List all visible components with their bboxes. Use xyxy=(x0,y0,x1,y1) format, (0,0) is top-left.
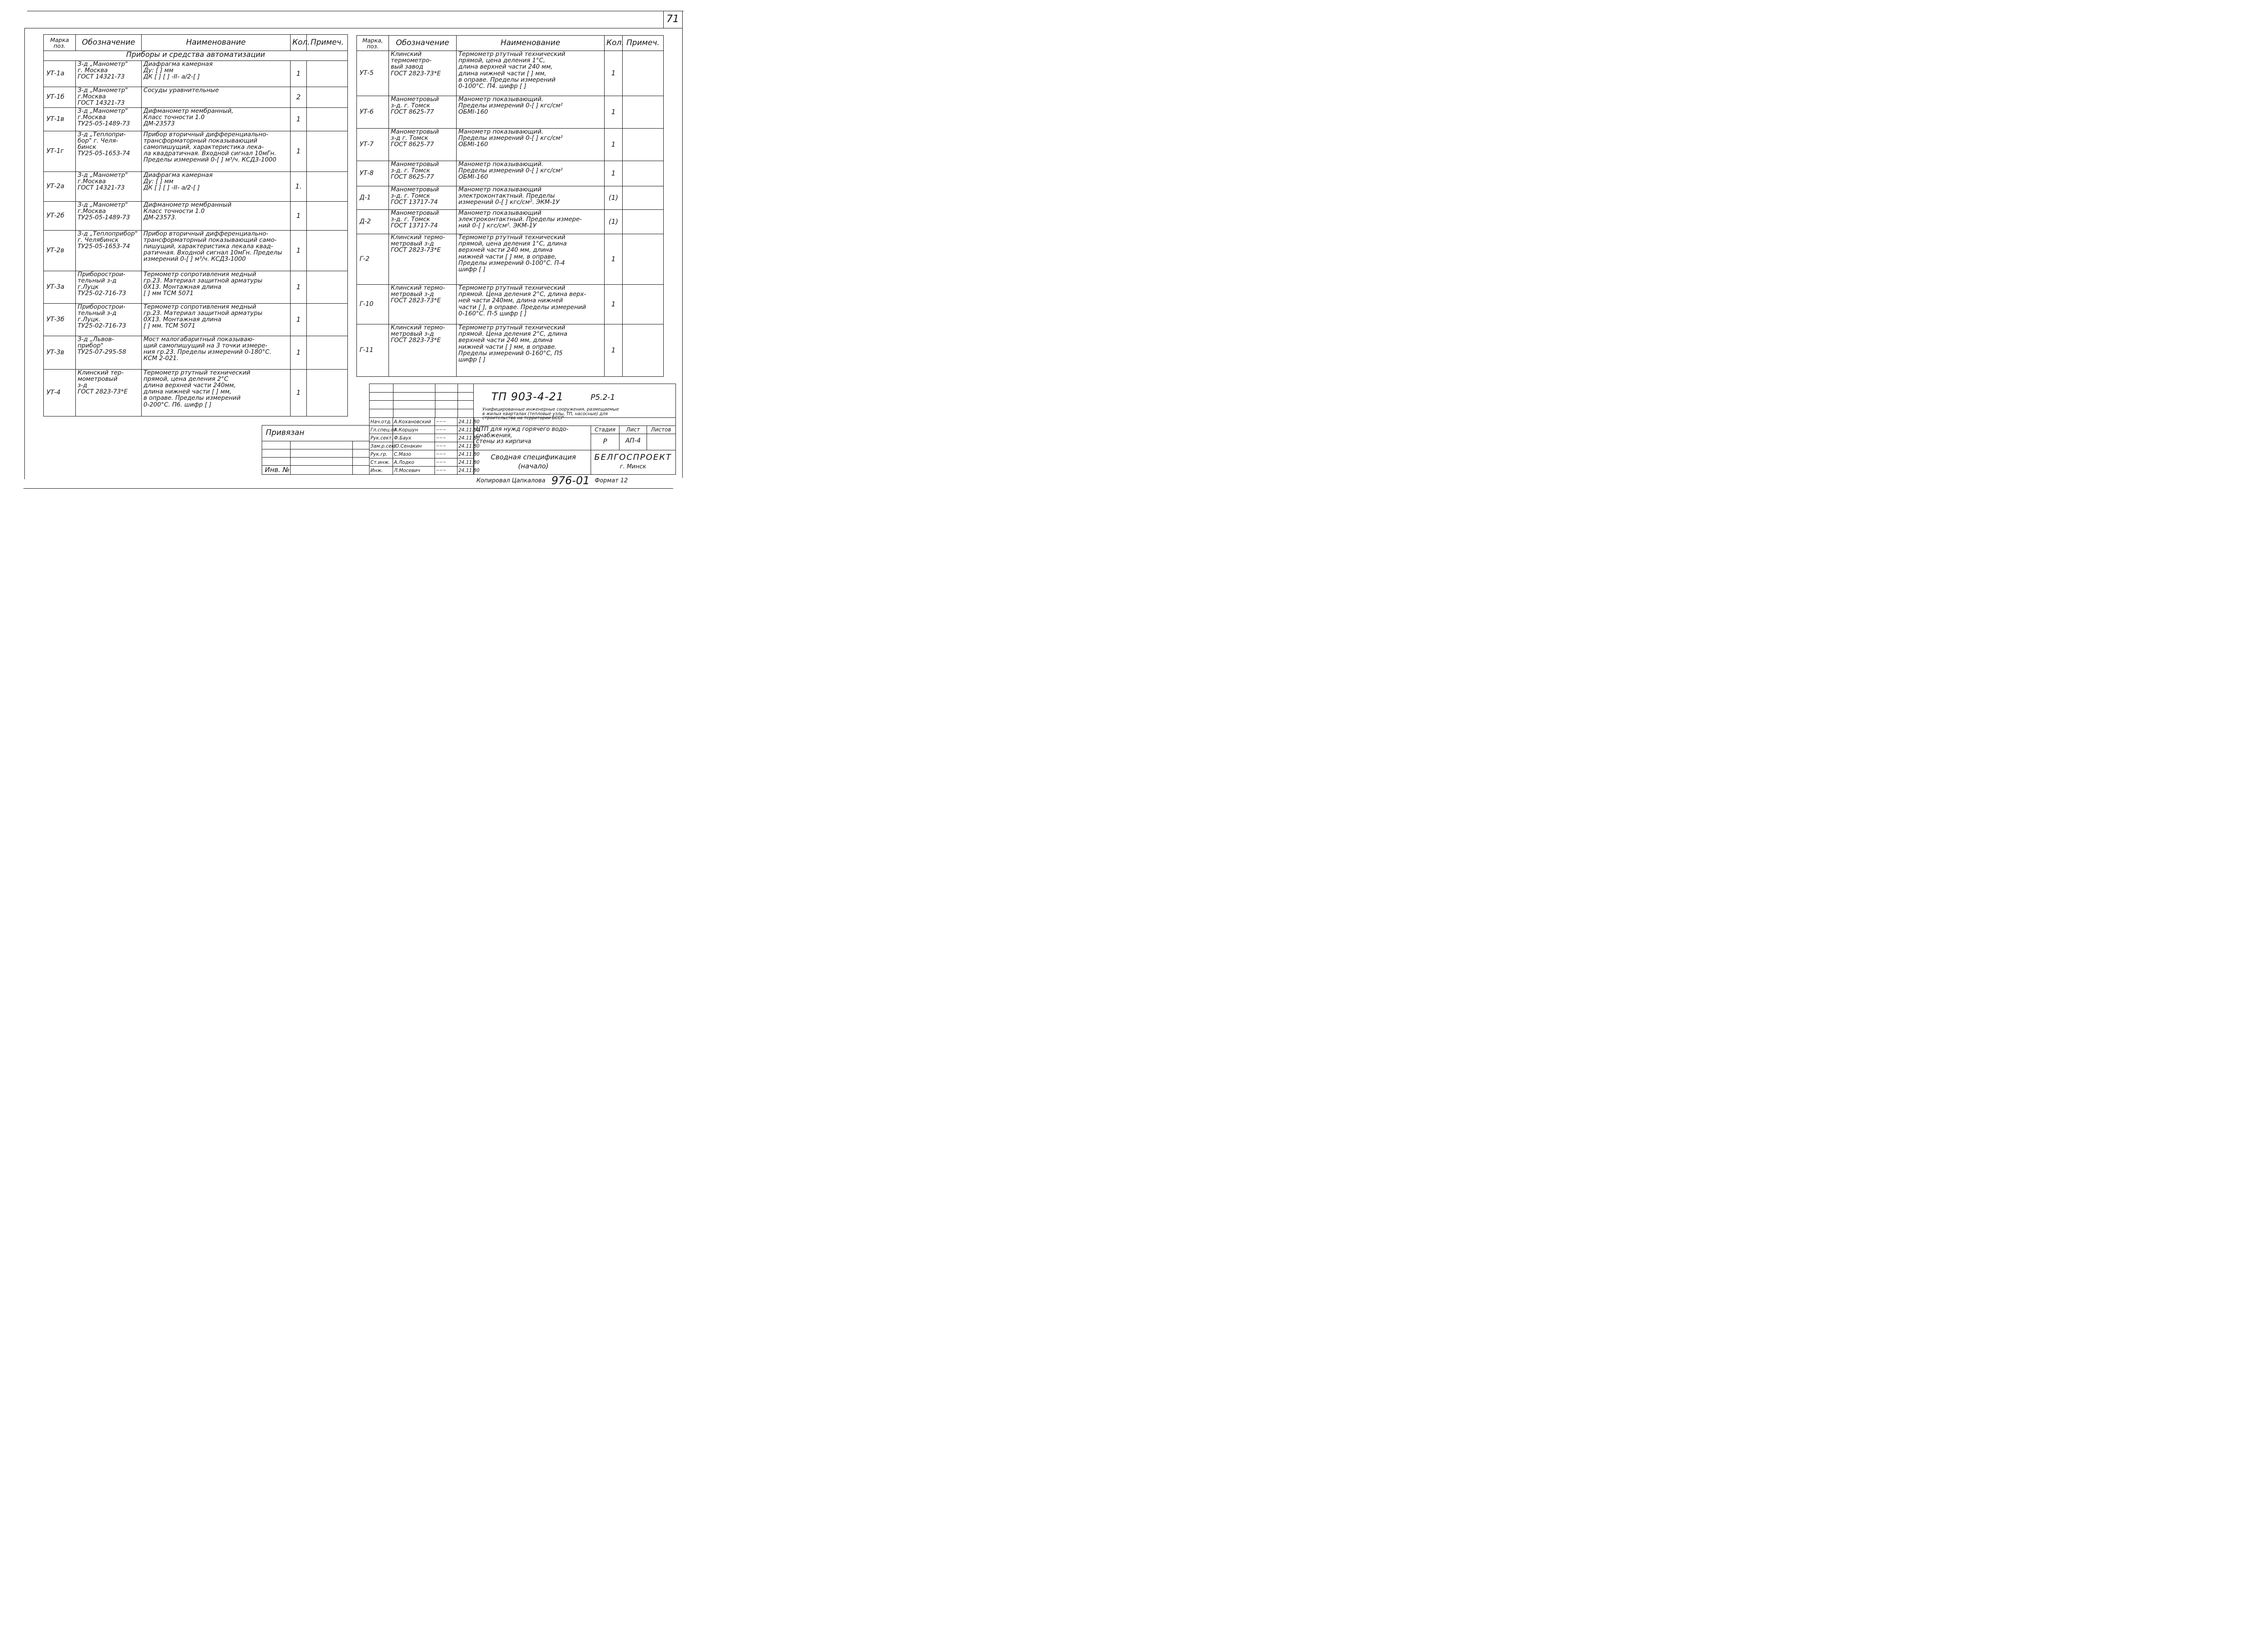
row-mark: УТ-1г xyxy=(44,131,76,171)
row-name: Прибор вторичный дифференциально- трансформаторный показывающий самопишущий, характеристика лека- ла квадратичная. Входной сигнал 10мГн. Пределы измерений 0-[ ] м³/ч. КСД3-1000 xyxy=(142,131,291,171)
frame-left-line xyxy=(24,28,25,479)
row-mark: УТ-6 xyxy=(357,96,389,129)
section-title: Приборы и средства автоматизации xyxy=(44,51,348,61)
row-note xyxy=(307,271,348,303)
row-qty: 1 xyxy=(291,271,307,303)
row-name: Термометр ртутный технический прямой, цена деления 1°С, длина верхней части 240 мм, длина нижней части [ ] мм, в оправе. Пределы измерений 0-100°С. П4. шифр [ ] xyxy=(457,51,605,96)
signature-mark: ~~~ xyxy=(435,418,458,426)
signature-row xyxy=(370,458,474,467)
page-number-box-left xyxy=(663,11,664,28)
row-designation: Клинский тер- мометровый з-д ГОСТ 2823-73*Е xyxy=(76,369,142,416)
table-row xyxy=(357,96,664,129)
signature-mark: ~~~ xyxy=(435,450,458,458)
table-row xyxy=(44,107,348,131)
row-name: Прибор вторичный дифференциально- трансформаторный показывающий само- пишущий, характеристика лекала квад- ратичная. Входной сигнал 10мГн. Пределы измерений 0-[ ] м³/ч. КСД3-1000 xyxy=(142,230,291,271)
row-mark: Г-2 xyxy=(357,234,389,285)
row-designation: Клинский термо- метровый з-д ГОСТ 2823-73*Е xyxy=(389,234,457,285)
table-row xyxy=(44,336,348,369)
row-note xyxy=(307,171,348,201)
signature-mark: ~~~ xyxy=(435,458,458,467)
row-qty: 1 xyxy=(605,129,623,161)
row-note xyxy=(307,107,348,131)
row-qty: 1 xyxy=(291,201,307,230)
sheets-header: Листов xyxy=(651,426,671,433)
row-designation: З-д „Манометр" г.Москва ТУ25-05-1489-73 xyxy=(76,107,142,131)
sig-name: Л.Мосевич xyxy=(393,467,435,475)
row-name: Сосуды уравнительные xyxy=(142,87,291,108)
row-name: Дифманометр мембранный, Класс точности 1.0 ДМ-23573 xyxy=(142,107,291,131)
row-name: Диафрагма камерная Ду: [ ] мм ДК [ ] [ ] -II- а/2-[ ] xyxy=(142,171,291,201)
row-note xyxy=(623,96,664,129)
header-name: Наименование xyxy=(457,36,605,51)
table-row xyxy=(44,131,348,171)
signature-row xyxy=(370,467,474,475)
row-mark: УТ-2а xyxy=(44,171,76,201)
stage-header: Стадия xyxy=(594,426,616,433)
row-qty: (1) xyxy=(605,210,623,234)
row-mark: Д-2 xyxy=(357,210,389,234)
row-note xyxy=(623,129,664,161)
page-number: 71 xyxy=(666,14,679,25)
sheet-value: АП-4 xyxy=(625,437,641,444)
row-name: Диафрагма камерная Ду: [ ] мм ДК [ ] [ ] -II- а/2-[ ] xyxy=(142,61,291,87)
sig-role: Рук.сект. xyxy=(370,434,393,442)
row-designation: З-д „Манометр" г.Москва ТУ25-05-1489-73 xyxy=(76,201,142,230)
sig-date: 24.11.80 xyxy=(458,434,474,442)
row-note xyxy=(307,87,348,108)
row-designation: Манометровый з-д г. Томск ГОСТ 8625-77 xyxy=(389,129,457,161)
sig-date: 24.11.80 xyxy=(458,467,474,475)
row-name: Манометр показывающий. Пределы измерений 0-[ ] кгс/см² ОБМI-160 xyxy=(457,129,605,161)
sig-date: 24.11.80 xyxy=(458,458,474,467)
row-note xyxy=(307,303,348,336)
header-name: Наименование xyxy=(142,35,291,51)
row-designation: З-д „Теплоприбор" г. Челябинск ТУ25-05-1653-74 xyxy=(76,230,142,271)
bound-block xyxy=(262,425,370,475)
signature-row xyxy=(370,418,474,426)
table-row xyxy=(357,51,664,96)
project-description: Унифицированные инженерные сооружения, размещаемые в жилых кварталах (тепловые узлы, ТП, насосные) для строительства на территории БССР xyxy=(482,407,619,421)
row-qty: 1 xyxy=(605,96,623,129)
row-mark: УТ-7 xyxy=(357,129,389,161)
table-row xyxy=(44,201,348,230)
sig-name: А.Коршун xyxy=(393,426,435,434)
row-name: Термометр сопротивления медный гр.23. Материал защитной арматуры 0Х13. Монтажная длина [ ] мм ТСМ 5071 xyxy=(142,271,291,303)
sig-name: Ф.Баух xyxy=(393,434,435,442)
row-name: Манометр показывающий. Пределы измерений 0-[ ] кгс/см² ОБМI-160 xyxy=(457,161,605,186)
table-row xyxy=(357,186,664,210)
title-block xyxy=(369,384,676,475)
row-note xyxy=(623,285,664,324)
organization-city: г. Минск xyxy=(619,463,647,470)
row-mark: УТ-3а xyxy=(44,271,76,303)
row-name: Термометр сопротивления медный гр.23. Материал защитной арматуры 0Х13. Монтажная длина [ ] мм. ТСМ 5071 xyxy=(142,303,291,336)
row-name: Дифманометр мембранный Класс точности 1.0 ДМ-23573. xyxy=(142,201,291,230)
row-mark: УТ-8 xyxy=(357,161,389,186)
sig-role: Ст.инж. xyxy=(370,458,393,467)
row-designation: З-д „Теплопри- бор" г. Челя- бинск ТУ25-05-1653-74 xyxy=(76,131,142,171)
inv-label: Инв. № xyxy=(265,466,290,474)
signature-row xyxy=(370,434,474,442)
table-row xyxy=(357,234,664,285)
stage-value: Р xyxy=(603,437,607,445)
row-designation: Манометровый з-д. г. Томск ГОСТ 13717-74 xyxy=(389,210,457,234)
drawing-title: Сводная спецификация (начало) xyxy=(490,453,576,470)
row-note xyxy=(307,201,348,230)
row-designation: Клинский термо- метровый з-д ГОСТ 2823-73*Е xyxy=(389,324,457,377)
header-mark: Марка, поз. xyxy=(357,36,389,51)
signature-row xyxy=(370,442,474,450)
copied-by: Копировал Цапкалова xyxy=(476,477,546,484)
organization-name: БЕЛГОСПРОЕКТ xyxy=(594,453,672,462)
row-designation: З-д „Манометр" г.Москва ГОСТ 14321-73 xyxy=(76,87,142,108)
bound-label: Привязан xyxy=(266,428,305,437)
row-note xyxy=(623,186,664,210)
row-name: Термометр ртутный технический прямой, цена деления 1°С, длина верхней части 240 мм, длина нижней части [ ] мм, в оправе, Пределы измерений 0-100°С. П-4 шифр [ ] xyxy=(457,234,605,285)
row-qty: (1) xyxy=(605,186,623,210)
row-qty: 1 xyxy=(605,234,623,285)
table-row xyxy=(44,369,348,416)
row-designation: Клинский термо- метровый з-д ГОСТ 2823-73*Е xyxy=(389,285,457,324)
row-qty: 1 xyxy=(291,303,307,336)
sig-role: Зам.р.сек. xyxy=(370,442,393,450)
row-qty: 1. xyxy=(291,171,307,201)
row-mark: Г-10 xyxy=(357,285,389,324)
table-row xyxy=(357,285,664,324)
row-mark: УТ-5 xyxy=(357,51,389,96)
sheet-ref: Р5.2-1 xyxy=(591,393,615,402)
row-note xyxy=(307,131,348,171)
header-qty: Кол. xyxy=(291,35,307,51)
row-mark: УТ-2б xyxy=(44,201,76,230)
row-designation: Клинский термометро- вый завод ГОСТ 2823-73*Е xyxy=(389,51,457,96)
archive-number: 976-01 xyxy=(551,474,590,487)
row-mark: УТ-3б xyxy=(44,303,76,336)
row-name: Мост малогабаритный показываю- щий самопишущий на 3 точки измере- ния гр.23. Пределы измерений 0-180°С. КСМ 2-021. xyxy=(142,336,291,369)
row-mark: УТ-1б xyxy=(44,87,76,108)
row-note xyxy=(307,230,348,271)
table-row xyxy=(44,230,348,271)
sig-date: 24.11.80 xyxy=(458,442,474,450)
signature-row xyxy=(370,450,474,458)
row-note xyxy=(307,369,348,416)
row-mark: Д-1 xyxy=(357,186,389,210)
row-qty: 1 xyxy=(605,161,623,186)
sig-date: 24.11.80 xyxy=(458,418,474,426)
sig-name: А.Кохановский xyxy=(393,418,435,426)
sig-date: 24.11.80 xyxy=(458,450,474,458)
row-designation: Манометровый з-д. г. Томск ГОСТ 13717-74 xyxy=(389,186,457,210)
sig-date: 24.11.80 xyxy=(458,426,474,434)
header-designation: Обозначение xyxy=(76,35,142,51)
signature-mark: ~~~ xyxy=(435,434,458,442)
sig-name: Ю.Сенакин xyxy=(393,442,435,450)
row-name: Термометр ртутный технический прямой. Цена деления 2°С, длина верхней части 240 мм, длина нижней части [ ] мм, в оправе. Пределы измерений 0-160°С, П5 шифр [ ] xyxy=(457,324,605,377)
row-mark: Г-11 xyxy=(357,324,389,377)
row-note xyxy=(623,161,664,186)
row-qty: 1 xyxy=(291,107,307,131)
row-designation: Манометровый з-д. г. Томск ГОСТ 8625-77 xyxy=(389,96,457,129)
row-qty: 1 xyxy=(291,336,307,369)
row-mark: УТ-2в xyxy=(44,230,76,271)
row-mark: УТ-3в xyxy=(44,336,76,369)
signature-mark: ~~~ xyxy=(435,442,458,450)
row-designation: Манометровый з-д. г. Томск ГОСТ 8625-77 xyxy=(389,161,457,186)
row-designation: Приборострои- тельный з-д г.Луцк ТУ25-02-716-73 xyxy=(76,271,142,303)
row-note xyxy=(623,324,664,377)
table-row xyxy=(44,61,348,87)
table-row xyxy=(44,303,348,336)
sig-name: С.Мазо xyxy=(393,450,435,458)
header-designation: Обозначение xyxy=(389,36,457,51)
table-row xyxy=(357,324,664,377)
table-row xyxy=(357,161,664,186)
sig-role: Рук.гр. xyxy=(370,450,393,458)
bottom-frame-line xyxy=(23,488,673,489)
row-mark: УТ-1а xyxy=(44,61,76,87)
row-note xyxy=(307,336,348,369)
frame-right-line xyxy=(682,11,683,478)
table-row xyxy=(44,171,348,201)
spec-table-right xyxy=(356,35,664,377)
row-name: Термометр ртутный технический прямой. Цена деления 2°С, длина верх- ней части 240мм, длина нижней части [ ], в оправе. Пределы измерений 0-160°С. П-5 шифр [ ] xyxy=(457,285,605,324)
row-note xyxy=(307,61,348,87)
row-name: Манометр показывающий. Пределы измерений 0-[ ] кгс/см² ОБМI-160 xyxy=(457,96,605,129)
row-designation: З-д „Манометр" г.Москва ГОСТ 14321-73 xyxy=(76,171,142,201)
row-name: Термометр ртутный технический прямой, цена деления 2°С длина верхней части 240мм, длина нижней части [ ] мм, в оправе. Пределы измерений 0-200°С. П6. шифр [ ] xyxy=(142,369,291,416)
doc-code: ТП 903-4-21 xyxy=(491,390,564,403)
signature-mark: ~~~ xyxy=(435,467,458,475)
row-qty: 1 xyxy=(291,230,307,271)
row-qty: 1 xyxy=(605,285,623,324)
table-row xyxy=(357,210,664,234)
row-qty: 1 xyxy=(605,51,623,96)
row-qty: 1 xyxy=(605,324,623,377)
sheet-header: Лист xyxy=(626,426,640,433)
row-designation: З-д „Манометр" г. Москва ГОСТ 14321-73 xyxy=(76,61,142,87)
sig-role: Инж. xyxy=(370,467,393,475)
sig-role: Нач.отд. xyxy=(370,418,393,426)
row-qty: 1 xyxy=(291,131,307,171)
header-qty: Кол. xyxy=(605,36,623,51)
row-note xyxy=(623,234,664,285)
header-note: Примеч. xyxy=(307,35,348,51)
table-row xyxy=(357,129,664,161)
sig-name: А.Лодко xyxy=(393,458,435,467)
header-mark: Марка поз. xyxy=(44,35,76,51)
row-note xyxy=(623,51,664,96)
object-name: ЦТП для нужд горячего водо- снабжения, стены из кирпича xyxy=(476,426,569,445)
row-designation: Приборострои- тельный з-д г.Луцк. ТУ25-02-716-73 xyxy=(76,303,142,336)
row-designation: З-д „Львов- прибор" ТУ25-07-295-58 xyxy=(76,336,142,369)
row-mark: УТ-1в xyxy=(44,107,76,131)
signature-table xyxy=(369,417,480,475)
row-qty: 1 xyxy=(291,369,307,416)
row-note xyxy=(623,210,664,234)
row-qty: 2 xyxy=(291,87,307,108)
table-row xyxy=(44,87,348,108)
row-qty: 1 xyxy=(291,61,307,87)
row-name: Манометр показывающий электроконтактный. Пределы измере- ний 0-[ ] кгс/см². ЭКМ-1У xyxy=(457,210,605,234)
signature-mark: ~~~ xyxy=(435,426,458,434)
spec-table-left xyxy=(43,34,348,416)
signature-row xyxy=(370,426,474,434)
sig-role: Гл.спец.от xyxy=(370,426,393,434)
header-note: Примеч. xyxy=(623,36,664,51)
row-mark: УТ-4 xyxy=(44,369,76,416)
sheet-format: Формат 12 xyxy=(595,477,628,484)
table-row xyxy=(44,271,348,303)
row-name: Манометр показывающий электроконтактный. Пределы измерений 0-[ ] кгс/см². ЭКМ-1У xyxy=(457,186,605,210)
